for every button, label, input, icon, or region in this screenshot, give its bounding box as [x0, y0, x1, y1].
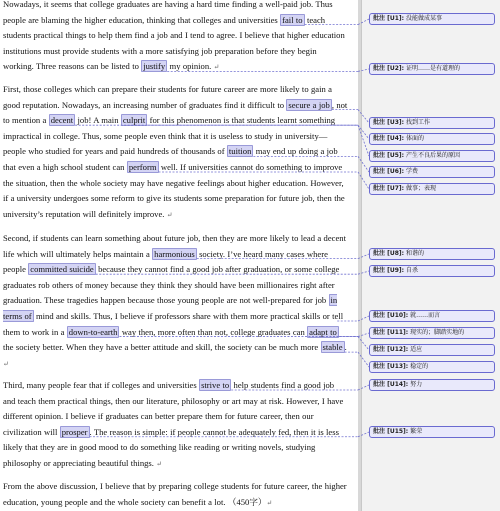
text-run: the society better. When they have a better attitude and skill, the society can be much more [3, 342, 321, 353]
text-run: because they cannot find a good job after graduation, or some college graduates rob others of money because they think they should have been millionaires right after graduation. These tragedies happen because those young people are not well-prepared for job [3, 264, 340, 306]
text-run: Second, if students can learn something about future job, then they are more likely to lead a decent life which will ultimately helps maintain a [3, 233, 346, 259]
commented-phrase[interactable]: tuition [228, 146, 252, 157]
commented-phrase[interactable]: perform [128, 161, 157, 172]
text-run: . [344, 342, 347, 353]
comment-balloon[interactable]: 批注 [U5]: 产生不良后果的原因 [369, 150, 495, 162]
commented-phrase[interactable]: decent [50, 115, 74, 126]
text-run: teach students practical things to help them find a job and I tend to agree. I believe that higher education institutions must provide students with a more satisfying job preparation before they begin working. Three reasons can be listed to [3, 14, 345, 72]
commented-phrase[interactable]: justify [143, 61, 166, 72]
paragraph-second [3, 231, 348, 372]
comment-balloon[interactable]: 批注 [U13]: 稳定的 [369, 361, 495, 373]
paragraph-third [3, 378, 348, 473]
comment-balloon[interactable]: 批注 [U11]: 现实的；脚踏实地的 [369, 327, 495, 339]
comment-balloon[interactable]: 批注 [U3]: 找到工作 [369, 117, 495, 129]
comment-balloon[interactable]: 批注 [U10]: 就……而言 [369, 310, 495, 322]
commented-phrase[interactable]: prosper [61, 426, 88, 437]
text-run: help students find a good job and teach them practical things, then our literature, philosophy or art may at risk. However, I have different opinion. I believe if graduates can better prepare them for future career, then our civilization will [3, 380, 344, 437]
commented-phrase[interactable]: committed suicide [30, 264, 94, 275]
paragraph-first [3, 82, 348, 223]
comment-balloon[interactable]: 批注 [U2]: 证明……是有道理的 [369, 63, 495, 75]
commented-phrase[interactable]: stable [322, 342, 343, 353]
paragraph-conclusion [3, 479, 348, 511]
comment-balloon[interactable]: 批注 [U8]: 和谐的 [369, 248, 495, 260]
comment-balloon[interactable]: 批注 [U6]: 学费 [369, 166, 495, 178]
comment-balloon[interactable]: 批注 [U9]: 自杀 [369, 265, 495, 277]
commented-phrase[interactable]: in terms of [3, 295, 338, 321]
text-run: well. If universities cannot do something to improve the situation, then the whole society may have negative feelings about higher education. However, if a university undergoes some reform to give its students some preparation for future job, then the university’s reputation will definitely improve. [3, 161, 345, 219]
commented-phrase[interactable]: harmonious [154, 248, 195, 259]
text-run: mind and skills. Thus, I believe if professors share with them more practical skills or tell them to work in a [3, 310, 344, 337]
comment-balloon[interactable]: 批注 [U4]: 体面的 [369, 133, 495, 145]
paragraph-mark-icon: ↵ [213, 63, 220, 72]
commented-phrase[interactable]: down-to-earth [68, 326, 118, 337]
text-run: From the above discussion, I believe that by preparing college students for future career, the higher education, young people and the whole society can benefit a lot. （450字） [3, 481, 347, 507]
text-run: , not to mention a [3, 99, 348, 126]
text-run: job! A main [75, 115, 121, 126]
text-run: way then, more often than not, college graduates can [119, 326, 308, 337]
commented-phrase[interactable]: fail to [282, 14, 303, 25]
text-run: Third, many people fear that if colleges and universities [3, 380, 200, 390]
comment-balloon[interactable]: 批注 [U1]: 没能做成某事 [369, 13, 495, 25]
text-run: may end up doing a job that even a high school student can [3, 146, 338, 172]
commented-phrase[interactable]: secure a job [288, 99, 330, 110]
text-run: First, those colleges which can prepare their students for future career are more likely to gain a good reputation. Nowadays, an increasing number of graduates find it difficult to [3, 84, 332, 110]
paragraph-intro [3, 0, 348, 76]
text-run: my opinion. [167, 61, 214, 72]
commented-phrase[interactable]: strive to [201, 380, 230, 390]
text-run: society. I’ve heard many cases where people [3, 248, 328, 275]
paragraph-mark-icon: ↵ [3, 359, 9, 368]
comment-balloon[interactable]: 批注 [U12]: 适应 [369, 344, 495, 356]
commented-phrase[interactable]: adapt to [309, 326, 337, 337]
commented-phrase[interactable]: culprit [122, 115, 146, 126]
comment-balloon[interactable]: 批注 [U15]: 繁荣 [369, 426, 495, 438]
paragraph-mark-icon: ↵ [266, 498, 273, 507]
text-run: for this phenomenon is that students learnt something impractical in college. Thus, some people even think that it is useless to study in university—people who studied for years and paid hundreds of thousands of [3, 115, 336, 157]
text-run: . The reason is simple: if people cannot be adequately fed, then it is less likely that they are in good mood to do something like reading or writing novels, studying philosophy or appreciating beautiful things. [3, 426, 339, 468]
comment-balloon[interactable]: 批注 [U14]: 努力 [369, 379, 495, 391]
text-run: Nowadays, it seems that college graduates are having a hard time finding a well-paid job. Thus people are blaming the higher education, thinking that colleges and universities [3, 0, 333, 25]
paragraph-mark-icon: ↵ [156, 459, 163, 468]
comment-balloon[interactable]: 批注 [U7]: 做事；表现 [369, 183, 495, 195]
paragraph-mark-icon: ↵ [166, 210, 173, 219]
